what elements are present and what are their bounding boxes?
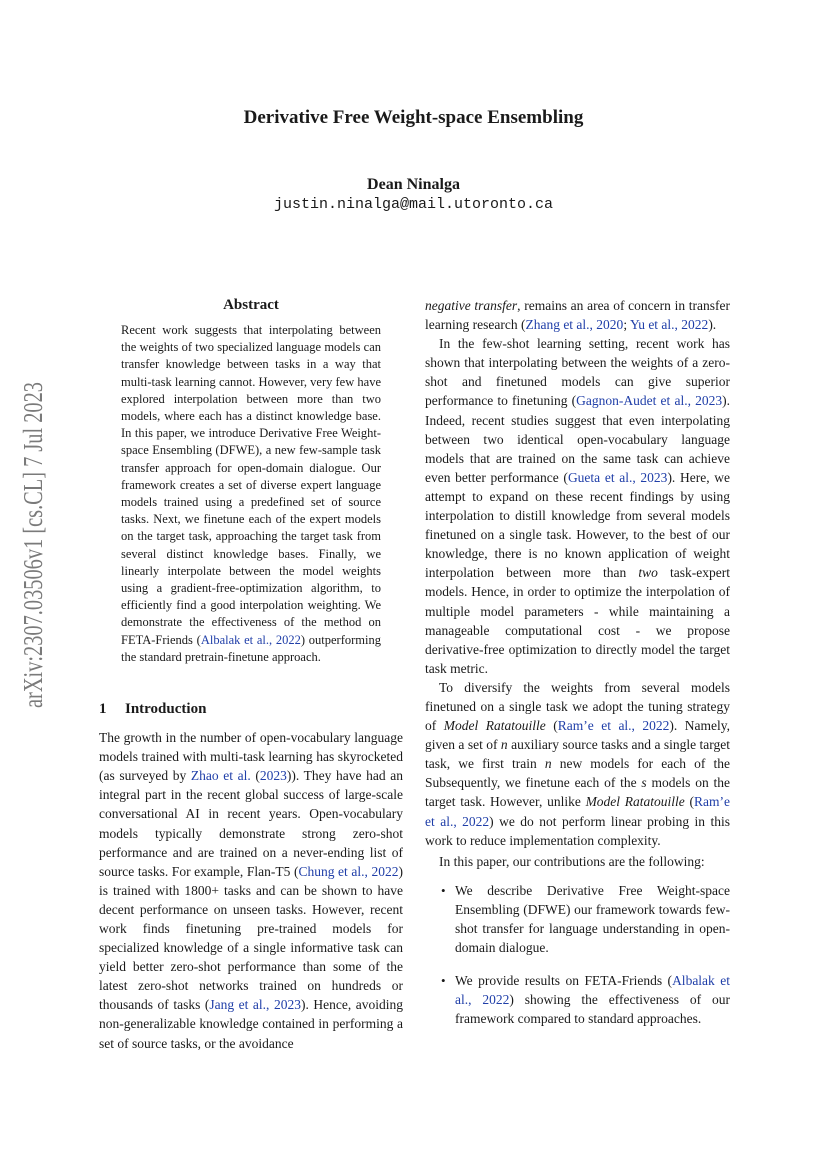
- text: We describe Derivative Free Weight-space Ensembling (DFWE) our framework towards few-shot transfer for language understanding in open-domain dialogue.: [455, 882, 730, 956]
- text: auxiliary source tasks and a single target task, we first train: [425, 737, 731, 772]
- abstract-text: ) outperforming the standard pretrain-finetune approach.: [121, 632, 381, 664]
- abstract-text: Recent work suggests that interpolating between the weights of two specialized language models can transfer knowledge between tasks in a way that multi-task learning cannot. However, very few have explored interpolation between more than two models, where each has a distinct knowledge base. In this paper, we introduce Derivative Free Weight-space Ensembling (DFWE), a new few-sample task transfer approach for open-domain dialogue. Our framework creates a set of diverse expert language models trained using a predefined set of source tasks. Next, we finetune each of the expert models on the target task, approaching the target task from several distinct knowledge bases. Finally, we linearly interpolate between the model weights using a gradient-free-optimization algorithm, to efficiently find a good interpolation weighting. We demonstrate the effectiveness of the method on FETA-Friends (: [121, 323, 381, 647]
- author-email: justin.ninalga@mail.utoronto.ca: [273, 196, 554, 213]
- text: ).: [708, 317, 717, 333]
- contributions-list: [425, 881, 730, 1029]
- text: ) is trained with 1800+ tasks and can be shown to have decent performance on unseen tasks. However, recent work finds finetuning pre-trained models for specialized knowledge of a single informative task can yield better zero-shot performance than some of the latest zero-shot networks trained on hundreds or thousands of tasks (: [99, 863, 403, 1013]
- list-item: [425, 881, 730, 957]
- emphasis: two: [638, 565, 658, 581]
- text: new models for each of the Subsequently, we finetune each of the: [425, 756, 730, 791]
- citation-link[interactable]: Albalak et al., 2022: [455, 973, 730, 1008]
- text: models on the target task. However, unlike: [425, 775, 730, 810]
- text: In the few-shot learning setting, recent work has shown that interpolating between the weights of a zero-shot and finetuned models can give superior performance to finetuning (: [425, 336, 730, 409]
- author-name: Dean Ninalga: [367, 176, 460, 193]
- paper-title: Derivative Free Weight-space Ensembling: [243, 107, 584, 128]
- text: ). Indeed, recent studies suggest that even interpolating between two identical open-vocabulary language models that are trained on the same task can achieve even better performance (: [425, 393, 730, 485]
- citation-link[interactable]: Yu et al., 2022: [629, 317, 709, 333]
- paragraph-continued: [425, 296, 730, 334]
- text: ;: [623, 317, 630, 333]
- math-variable: n: [500, 737, 508, 753]
- paragraph: In this paper, our contributions are the following:: [439, 853, 705, 869]
- math-variable: s: [641, 775, 647, 791]
- text: (: [684, 794, 695, 810]
- list-item: [425, 971, 730, 1028]
- abstract-heading: Abstract: [223, 297, 279, 313]
- arxiv-identifier-vertical: [6, 380, 56, 710]
- left-column: [99, 296, 403, 1053]
- text: ). Here, we attempt to expand on these recent findings by using interpolation to distill knowledge from several models finetuned on a single task. However, to the best of our knowledge, there is no known application of weight interpolation between more than: [425, 469, 730, 581]
- text: (: [545, 718, 558, 734]
- paragraph: [425, 678, 730, 850]
- emphasis: Model Ratatouille: [585, 794, 685, 810]
- math-variable: n: [544, 756, 552, 772]
- citation-link[interactable]: Ram’e et al., 2022: [425, 794, 731, 829]
- text: (: [250, 768, 260, 784]
- citation-link[interactable]: Zhang et al., 2020: [525, 317, 624, 333]
- paragraph: [99, 728, 403, 1053]
- text: To diversify the weights from several models finetuned on a single task we adopt the tuning strategy of: [425, 679, 730, 734]
- text: ) showing the effectiveness of our framework compared to standard approaches.: [455, 992, 731, 1027]
- emphasis: Model Ratatouille: [443, 718, 546, 734]
- right-column: [425, 296, 730, 1042]
- emphasis: negative transfer: [425, 298, 518, 313]
- text: task-expert models. Hence, in order to optimize the interpolation of multiple model parameters - while maintaining a manageable computational cost - we propose derivative-free optimization to directly model the target task metric.: [425, 565, 730, 676]
- citation-link[interactable]: Gueta et al., 2023: [567, 469, 668, 485]
- paragraph: [425, 334, 730, 678]
- text: ). Hence, avoiding non-generalizable knowledge contained in performing a set of source tasks, or the avoidance: [99, 997, 403, 1051]
- citation-link[interactable]: 2023: [259, 768, 287, 784]
- bullet-icon: •: [441, 973, 446, 989]
- citation-link[interactable]: Gagnon-Audet et al., 2023: [576, 393, 723, 409]
- citation-link[interactable]: Jang et al., 2023: [209, 997, 301, 1013]
- citation-link[interactable]: Albalak et al., 2022: [200, 632, 301, 647]
- arxiv-identifier-text: arXiv:2307.03506v1 [cs.CL] 7 Jul 2023: [18, 380, 48, 708]
- text: ) we do not perform linear probing in this work to reduce implementation complexity.: [425, 813, 730, 848]
- text: , remains an area of concern in transfer learning research (: [425, 298, 730, 333]
- text: )). They have had an integral part in the recent global success of large-scale conversational AI in recent years. Open-vocabulary models typically demonstrate strong zero-shot performance and are trained on a never-ending list of source tasks. For example, Flan-T5 (: [99, 768, 403, 879]
- text: ). Namely, given a set of: [425, 718, 731, 753]
- text: The growth in the number of open-vocabulary language models trained with multi-task learning has skyrocketed (as surveyed by: [99, 730, 403, 784]
- section-title: Introduction: [125, 701, 207, 718]
- section-number: 1: [99, 701, 107, 718]
- text: We provide results on FETA-Friends (: [455, 973, 673, 989]
- bullet-icon: •: [441, 882, 446, 898]
- section-heading: [99, 700, 403, 718]
- citation-link[interactable]: Ram’e et al., 2022: [557, 718, 670, 734]
- abstract-body: [121, 322, 381, 666]
- arxiv-stamp: [6, 380, 56, 710]
- citation-link[interactable]: Zhao et al.: [190, 768, 251, 784]
- citation-link[interactable]: Chung et al., 2022: [298, 863, 399, 879]
